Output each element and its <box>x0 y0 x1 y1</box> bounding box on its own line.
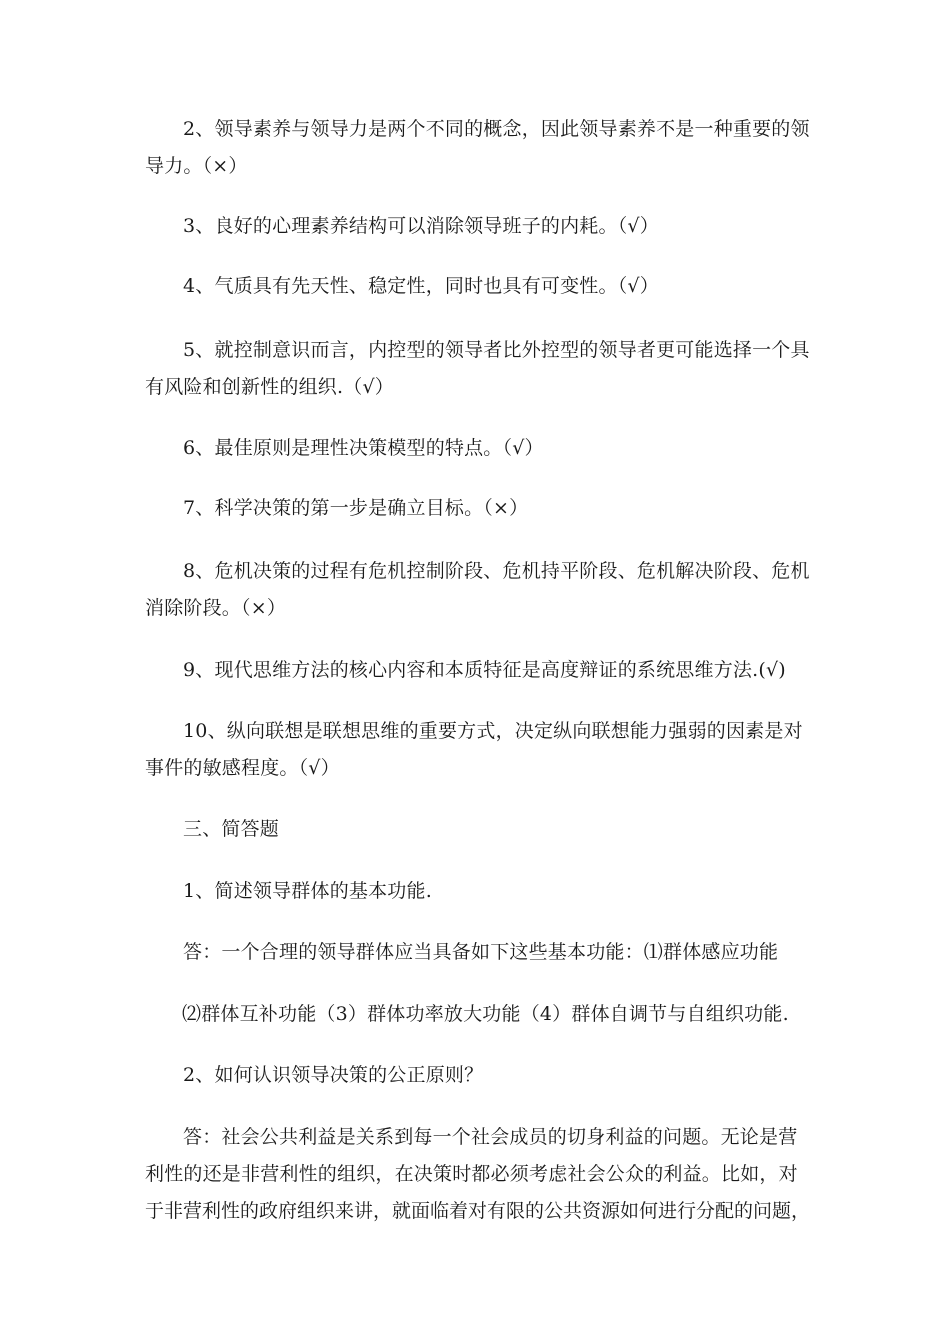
judgment-item-4 <box>145 268 810 305</box>
text-line: 消除阶段。（×） <box>145 597 287 619</box>
text-line: 10、纵向联想是联想思维的重要方式，决定纵向联想能力强弱的因素是对 <box>183 720 803 742</box>
answer-2 <box>145 1119 810 1230</box>
text-line: 7、科学决策的第一步是确立目标。（×） <box>183 497 529 519</box>
question-1 <box>145 873 810 910</box>
answer-1 <box>145 934 810 971</box>
judgment-item-3 <box>145 208 810 245</box>
text-line: 8、危机决策的过程有危机控制阶段、危机持平阶段、危机解决阶段、危机 <box>183 560 810 582</box>
judgment-item-9 <box>145 652 810 689</box>
text-line: 6、最佳原则是理性决策模型的特点。（√） <box>183 437 544 459</box>
text-line: 答：社会公共利益是关系到每一个社会成员的切身利益的问题。无论是营 <box>183 1126 798 1148</box>
text-line: 9、现代思维方法的核心内容和本质特征是高度辩证的系统思维方法.(√) <box>183 659 786 681</box>
text-line: 答：一个合理的领导群体应当具备如下这些基本功能：⑴群体感应功能 <box>183 941 779 963</box>
judgment-item-8 <box>145 553 810 627</box>
text-line: 于非营利性的政府组织来讲，就面临着对有限的公共资源如何进行分配的问题， <box>145 1200 811 1222</box>
judgment-item-7 <box>145 490 810 527</box>
text-line: 有风险和创新性的组织.（√） <box>145 376 394 398</box>
text-line: 利性的还是非营利性的组织，在决策时都必须考虑社会公众的利益。比如，对 <box>145 1163 798 1185</box>
question-2 <box>145 1057 810 1094</box>
judgment-item-2 <box>145 111 810 185</box>
judgment-item-10 <box>145 713 810 787</box>
judgment-item-6 <box>145 430 810 467</box>
text-line: 三、简答题 <box>183 818 280 840</box>
text-line: 2、领导素养与领导力是两个不同的概念，因此领导素养不是一种重要的领 <box>183 118 810 140</box>
text-line: 1、简述领导群体的基本功能. <box>183 880 432 902</box>
text-line: 2、如何认识领导决策的公正原则？ <box>183 1064 484 1086</box>
text-line: ⑵群体互补功能（3）群体功率放大功能（4）群体自调节与自组织功能. <box>182 1003 789 1025</box>
text-line: 4、气质具有先天性、稳定性，同时也具有可变性。（√） <box>183 275 659 297</box>
text-line: 5、就控制意识而言，内控型的领导者比外控型的领导者更可能选择一个具 <box>183 339 810 361</box>
text-line: 导力。（×） <box>145 155 248 177</box>
text-line: 事件的敏感程度。（√） <box>145 757 340 779</box>
judgment-item-5 <box>145 332 810 406</box>
section-heading <box>145 811 810 848</box>
answer-1-continued <box>152 996 817 1033</box>
text-line: 3、良好的心理素养结构可以消除领导班子的内耗。（√） <box>183 215 659 237</box>
